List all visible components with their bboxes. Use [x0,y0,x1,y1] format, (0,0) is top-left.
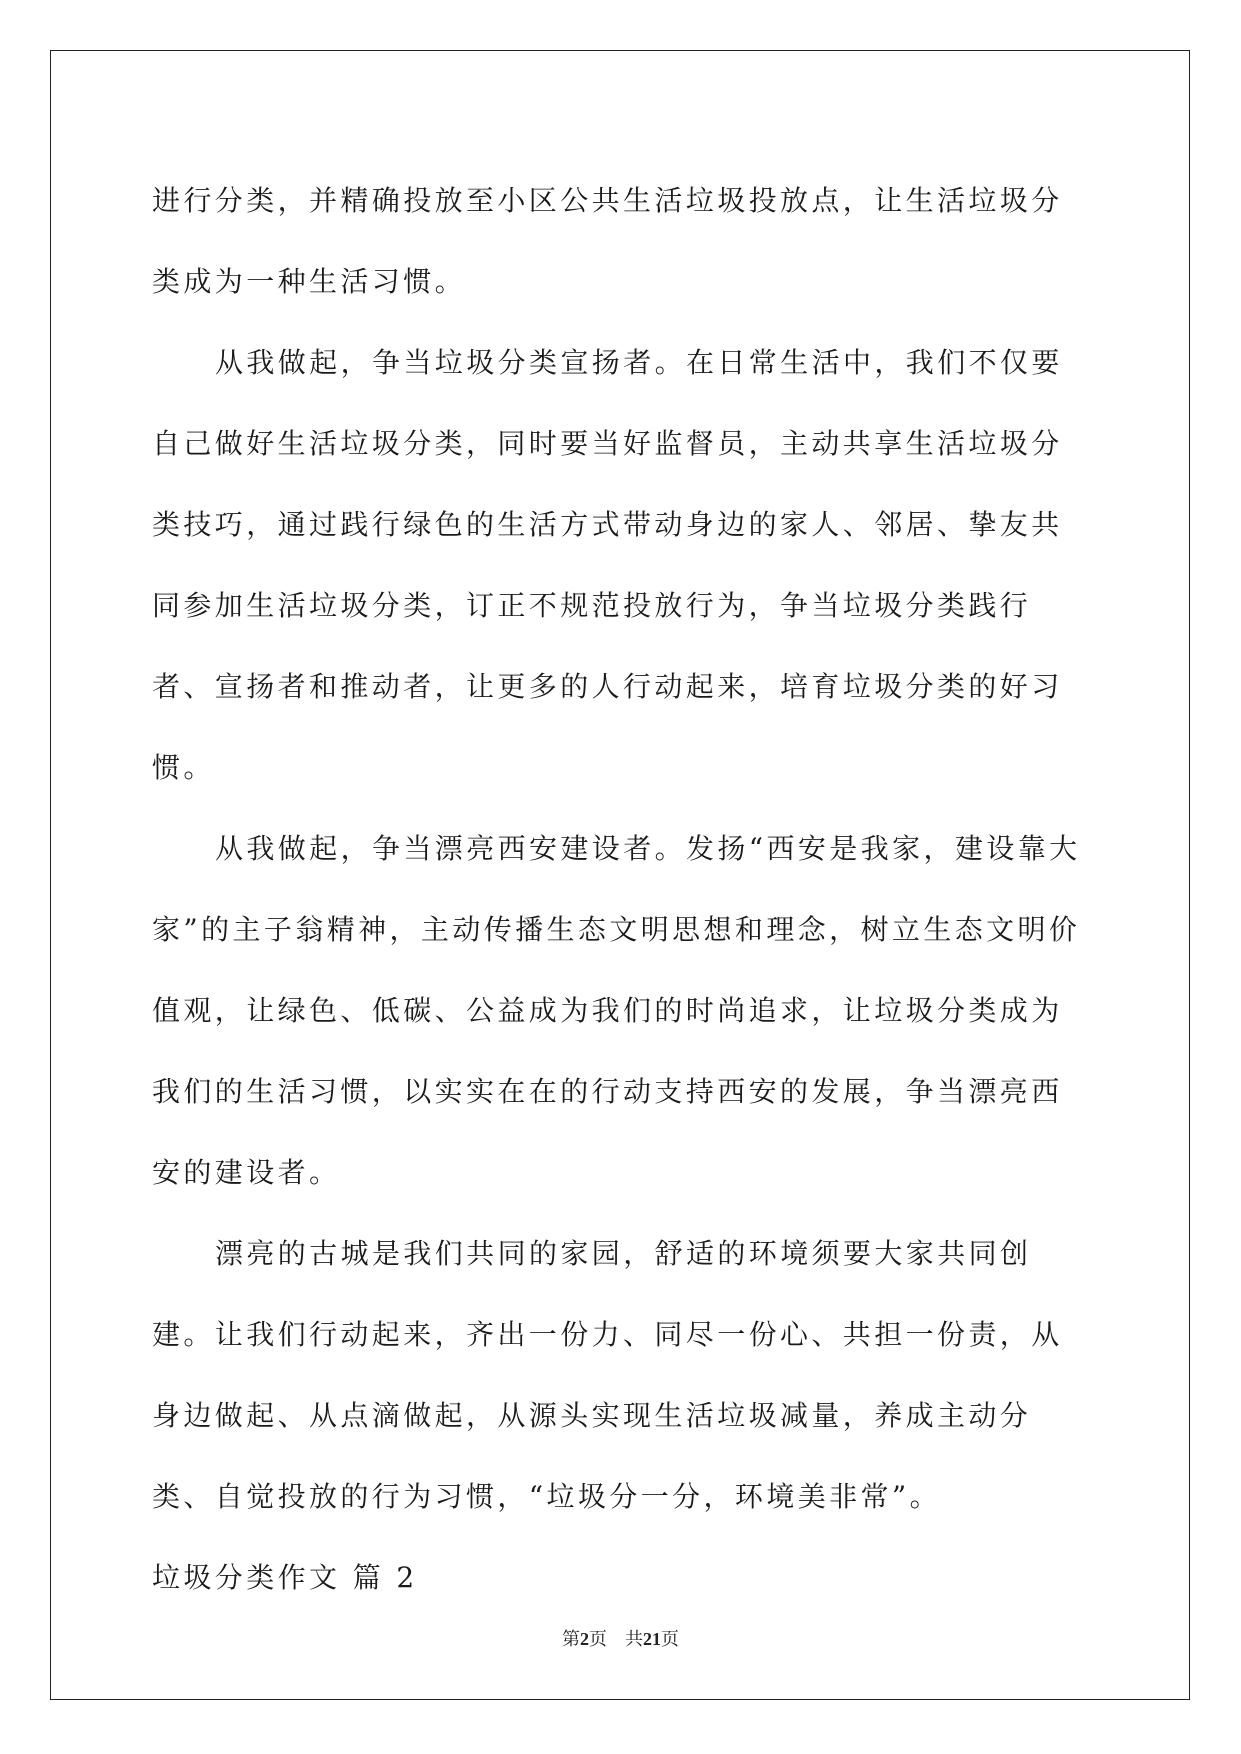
paragraph-1: 进行分类，并精确投放至小区公共生活垃圾投放点，让生活垃圾分类成为一种生活习惯。 [152,184,1063,298]
page-footer [0,1625,1241,1651]
document-body [152,160,1092,1618]
page-total: 21 [643,1629,661,1649]
paragraph-2: 从我做起，争当垃圾分类宣扬者。在日常生活中，我们不仅要自己做好生活垃圾分类，同时要当好监督员，主动共享生活垃圾分类技巧，通过践行绿色的生活方式带动身边的家人、邻居、挚友共同参加生活垃圾分类，订正不规范投放行为，争当垃圾分类践行者、宣扬者和推动者，让更多的人行动起来，培育垃圾分类的好习惯。 [152,346,1063,784]
paragraph-3: 从我做起，争当漂亮西安建设者。发扬“西安是我家，建设靠大家”的主子翁精神，主动传播生态文明思想和理念，树立生态文明价值观，让绿色、低碳、公益成为我们的时尚追求，让垃圾分类成为我们的生活习惯，以实实在在的行动支持西安的发展，争当漂亮西安的建设者。 [152,832,1081,1189]
page-mid: 页 [589,1629,607,1650]
total-prefix: 共 [625,1629,643,1650]
paragraph-4: 漂亮的古城是我们共同的家园，舒适的环境须要大家共同创建。让我们行动起来，齐出一份力、同尽一份心、共担一份责，从身边做起、从点滴做起，从源头实现生活垃圾减量，养成主动分类、自觉投放的行为习惯，“垃圾分一分，环境美非常”。 [152,1237,1063,1513]
total-suffix: 页 [661,1629,679,1650]
page-current: 2 [580,1629,589,1649]
section-heading: 垃圾分类作文 篇 2 [152,1561,418,1594]
page-prefix: 第 [562,1629,580,1650]
